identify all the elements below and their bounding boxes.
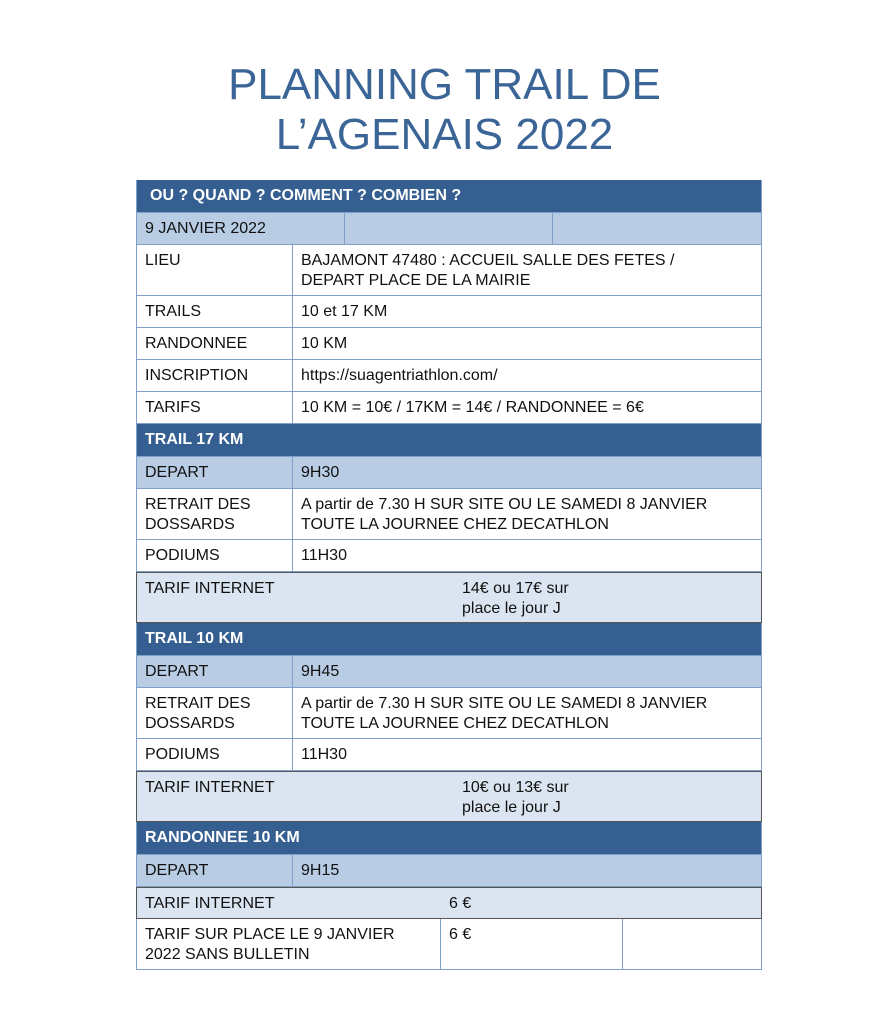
title-line-1: PLANNING TRAIL DE xyxy=(228,60,661,109)
table-row-depart xyxy=(137,656,761,688)
table-row-randonnee xyxy=(137,328,761,360)
row-value xyxy=(454,772,761,821)
date-empty-cell-2 xyxy=(553,213,761,244)
section-header-trail-10 xyxy=(137,623,761,656)
table-row-retrait xyxy=(137,489,761,540)
row-value-line: TOUTE LA JOURNEE CHEZ DECATHLON xyxy=(301,715,609,732)
empty-cell xyxy=(623,919,761,969)
row-value: 10 KM = 10€ / 17KM = 14€ / RANDONNEE = 6€ xyxy=(301,399,644,416)
row-label: TARIF INTERNET xyxy=(145,779,275,796)
row-label: TARIF INTERNET xyxy=(145,895,275,912)
row-label: PODIUMS xyxy=(137,739,293,770)
row-label: PODIUMS xyxy=(137,540,293,571)
row-label-line: RETRAIT DES xyxy=(145,695,251,712)
row-label: TARIF INTERNET xyxy=(145,580,275,597)
title-line-2: L’AGENAIS 2022 xyxy=(275,110,614,159)
row-label: LIEU xyxy=(137,245,293,295)
row-label: DEPART xyxy=(137,656,293,687)
event-date: 9 JANVIER 2022 xyxy=(137,213,345,244)
row-value-line: place le jour J xyxy=(462,600,561,617)
row-label-line: 2022 SANS BULLETIN xyxy=(145,946,310,963)
row-label: RANDONNEE xyxy=(137,328,293,359)
row-value-line: place le jour J xyxy=(462,799,561,816)
table-row-tarif-internet xyxy=(136,887,762,919)
row-value: 9H45 xyxy=(301,663,340,680)
table-row-depart xyxy=(137,855,761,887)
row-label xyxy=(137,489,293,539)
table-row-lieu xyxy=(137,245,761,296)
table-row-trails xyxy=(137,296,761,328)
row-value: 10 et 17 KM xyxy=(301,303,388,320)
section-header-label: TRAIL 10 KM xyxy=(145,630,244,647)
table-row-depart xyxy=(137,457,761,489)
row-value: 6 € xyxy=(441,919,623,969)
planning-table xyxy=(136,180,762,970)
row-value: 10 KM xyxy=(301,335,348,352)
table-row-tarif-internet xyxy=(136,771,762,822)
row-label: TRAILS xyxy=(137,296,293,327)
row-value: 11H30 xyxy=(301,746,347,763)
section-header-randonnee xyxy=(137,822,761,855)
date-row xyxy=(137,213,761,245)
row-value xyxy=(454,573,761,622)
row-label xyxy=(137,919,441,969)
row-value xyxy=(293,688,761,738)
row-value-line: A partir de 7.30 H SUR SITE OU LE SAMEDI 8 JANVIER xyxy=(301,695,708,712)
row-label: DEPART xyxy=(137,855,293,886)
row-label-line: DOSSARDS xyxy=(145,715,235,732)
row-value: 6 € xyxy=(449,895,472,912)
table-row-inscription xyxy=(137,360,761,392)
page-title xyxy=(0,60,889,160)
inscription-link[interactable]: https://suagentriathlon.com/ xyxy=(301,367,498,384)
table-row-tarif-sur-place xyxy=(137,919,761,970)
table-row-podiums xyxy=(137,739,761,771)
row-label: DEPART xyxy=(137,457,293,488)
row-value-line: TOUTE LA JOURNEE CHEZ DECATHLON xyxy=(301,516,609,533)
row-label: INSCRIPTION xyxy=(137,360,293,391)
row-label xyxy=(137,688,293,738)
section-header-label: RANDONNEE 10 KM xyxy=(145,829,300,846)
row-value xyxy=(293,489,761,539)
row-value-line: 10€ ou 13€ sur xyxy=(462,779,569,796)
row-value xyxy=(293,245,761,295)
section-header-trail-17 xyxy=(137,424,761,457)
row-label-line: RETRAIT DES xyxy=(145,496,251,513)
row-value-line: BAJAMONT 47480 : ACCUEIL SALLE DES FETES / xyxy=(301,252,675,269)
row-value: 11H30 xyxy=(301,547,347,564)
section-header-general xyxy=(137,180,761,213)
section-header-label: TRAIL 17 KM xyxy=(145,431,244,448)
table-row-podiums xyxy=(137,540,761,572)
table-row-retrait xyxy=(137,688,761,739)
row-label-line: DOSSARDS xyxy=(145,516,235,533)
table-row-tarifs xyxy=(137,392,761,424)
row-label: TARIFS xyxy=(137,392,293,423)
row-value-line: A partir de 7.30 H SUR SITE OU LE SAMEDI 8 JANVIER xyxy=(301,496,708,513)
row-value-line: DEPART PLACE DE LA MAIRIE xyxy=(301,272,531,289)
row-label-line: TARIF SUR PLACE LE 9 JANVIER xyxy=(145,926,395,943)
date-empty-cell-1 xyxy=(345,213,553,244)
row-value: 9H30 xyxy=(301,464,340,481)
row-value-line: 14€ ou 17€ sur xyxy=(462,580,569,597)
section-header-label: OU ? QUAND ? COMMENT ? COMBIEN ? xyxy=(150,187,462,204)
row-value: 9H15 xyxy=(301,862,340,879)
table-row-tarif-internet xyxy=(136,572,762,623)
